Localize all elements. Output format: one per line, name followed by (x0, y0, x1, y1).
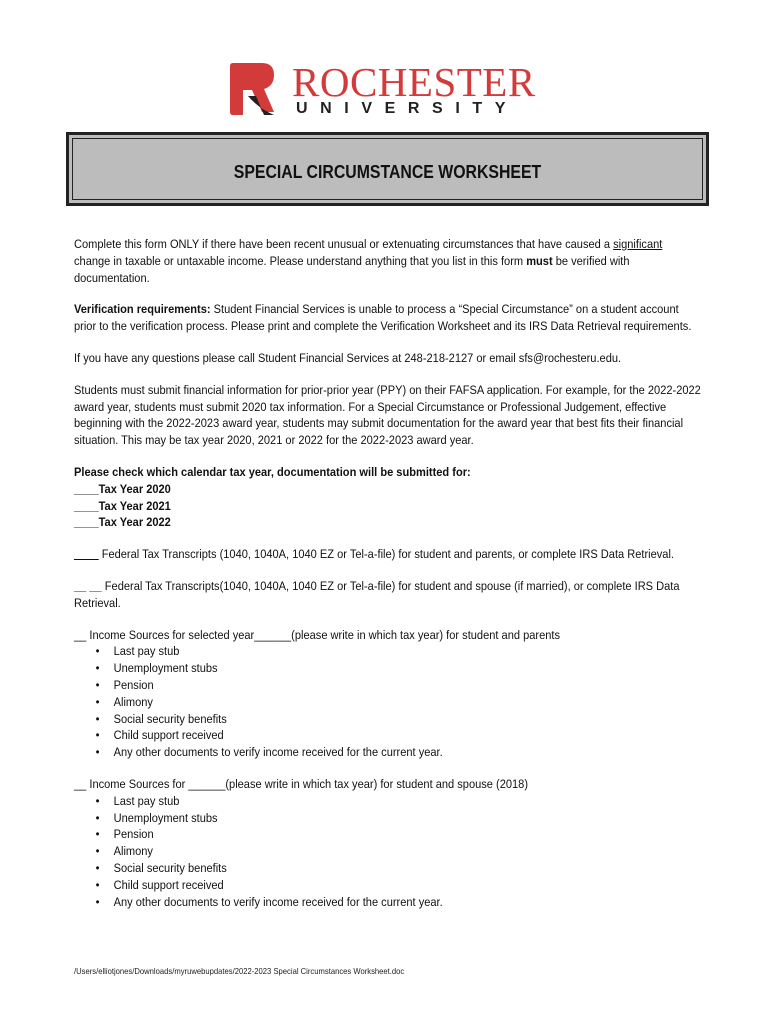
check-blank[interactable]: ____ (74, 547, 99, 562)
list-item: • Last pay stub (114, 643, 702, 660)
tax-year-checklist (74, 464, 701, 531)
transcripts-spouse-text: Federal Tax Transcripts(1040, 1040A, 1040 EZ or Tel-a-file) for student and spouse (if married), or complete IRS Data Retrieval. (74, 578, 680, 610)
title-banner (66, 132, 709, 206)
intro-paragraph (74, 236, 701, 286)
income-parents-list (74, 643, 701, 761)
tax-year-option[interactable]: ____Tax Year 2020 (74, 481, 171, 496)
intro-significant: significant (613, 237, 663, 251)
intro-text-1: Complete this form ONLY if there have been recent unusual or extenuating circumstances that have caused a (74, 237, 614, 251)
list-item: • Child support received (114, 877, 702, 894)
list-item: • Social security benefits (114, 711, 702, 728)
logo-name: ROCHESTER (292, 59, 536, 105)
list-item: • Pension (114, 826, 702, 843)
tax-year-option[interactable]: ____Tax Year 2022 (74, 515, 171, 530)
ppy-paragraph: Students must submit financial information for prior-prior year (PPY) on their FAFSA application. For example, for the 2022-2022 award year, students must submit 2020 tax information. For a Special Circumstance or Professional Judgement, effective beginning with the 2022-2023 award year, students may submit documentation for the award year that best fits their financial situation. This may be tax year 2020, 2021 or 2022 for the 2022-2023 award year. (74, 382, 701, 448)
check-blank[interactable]: __ __ (74, 578, 102, 593)
file-path-footer: /Users/elliotjones/Downloads/myruwebupdates/2022-2023 Special Circumstances Worksheet.doc (74, 966, 405, 976)
logo-r-mark-icon (228, 62, 276, 116)
income-spouse-list (74, 793, 701, 911)
list-item: • Pension (114, 677, 702, 694)
list-item: • Any other documents to verify income received for the current year. (114, 894, 702, 911)
list-item: • Any other documents to verify income received for the current year. (114, 744, 702, 761)
intro-text-2: change in taxable or untaxable income. Please understand anything that you list in this form (74, 253, 527, 268)
transcripts-spouse (74, 578, 701, 612)
tax-year-option[interactable]: ____Tax Year 2021 (74, 498, 171, 513)
page-title: SPECIAL CIRCUMSTANCE WORKSHEET (233, 162, 542, 182)
list-item: • Unemployment stubs (114, 660, 702, 677)
income-parents-heading: __ Income Sources for selected year______(please write in which tax year) for student and parents (74, 627, 560, 642)
list-item: • Last pay stub (114, 793, 702, 810)
verification-text: Student Financial Services is unable to process a “Special Circumstance” on a student account prior to the verification process. Please print and complete the Verification Worksheet and its IRS Data Retrieval requirements. (74, 302, 692, 334)
list-item: • Alimony (114, 843, 702, 860)
list-item: • Alimony (114, 694, 702, 711)
verification-paragraph (74, 301, 701, 335)
income-spouse-heading: __ Income Sources for ______(please write in which tax year) for student and spouse (2018) (74, 776, 529, 791)
intro-must: must (526, 253, 553, 268)
list-item: • Social security benefits (114, 860, 702, 877)
list-item: • Child support received (114, 727, 702, 744)
verification-label: Verification requirements: (74, 302, 211, 317)
tax-year-heading: Please check which calendar tax year, documentation will be submitted for: (74, 464, 471, 479)
transcripts-parents-text: Federal Tax Transcripts (1040, 1040A, 1040 EZ or Tel-a-file) for student and parents, or complete IRS Data Retrieval. (98, 547, 675, 562)
intro-text-3: be verified with documentation. (74, 253, 630, 285)
university-logo (228, 59, 558, 122)
worksheet-body (74, 236, 702, 925)
list-item: • Unemployment stubs (114, 810, 702, 827)
contact-paragraph: If you have any questions please call Student Financial Services at 248-218-2127 or email sfs@rochesteru.edu. (74, 350, 622, 365)
logo-subtitle: UNIVERSITY (296, 100, 519, 117)
transcripts-parents (74, 546, 701, 563)
